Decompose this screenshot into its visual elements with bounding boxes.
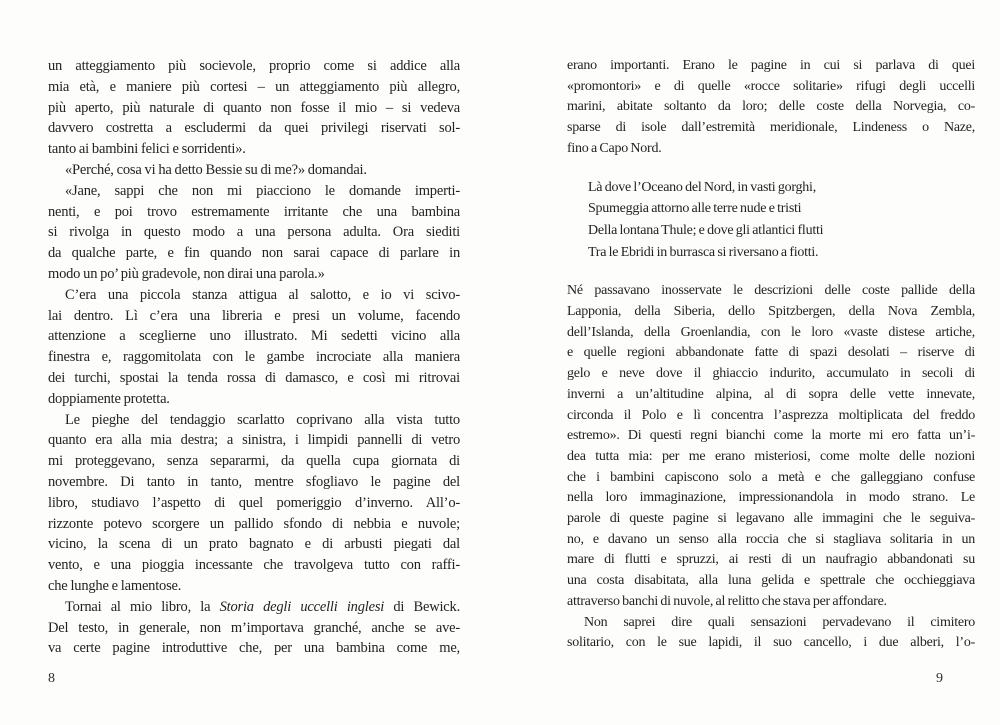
paragraph <box>48 410 460 597</box>
text-column <box>48 56 460 659</box>
verse-block <box>588 177 975 264</box>
text-line: nenti, e poi trovo estremamente irritante che una bambina <box>48 203 460 220</box>
paragraph <box>567 281 975 612</box>
text-line: una costa disabitata, alla luna gelida e spettrale che occhieggiava <box>567 573 975 589</box>
text-line: Non saprei dire quali sensazioni pervadevano il cimitero <box>584 614 975 630</box>
text-line: marini, abitate soltanto da loro; delle coste della Norvegia, co- <box>567 99 975 115</box>
text-line: doppiamente protetta. <box>48 390 170 407</box>
text-column <box>567 56 975 654</box>
text-line: quanto era alla mia destra; a sinistra, i limpidi pannelli di vetro <box>48 432 460 449</box>
text-line: C’era una piccola stanza attigua al salotto, e io vi scivo- <box>65 286 460 303</box>
text-line: estremo». Di questi regni bianchi come la morte mi ero fatta un’i- <box>567 428 975 444</box>
text-line: vicino, la scena di un prato bagnato e di arbusti piegati dal <box>48 536 460 553</box>
text-line: vento, e una pioggia incessante che travolgeva tutto con raffi- <box>48 557 460 574</box>
text-line: più aperto, più naturale di quanto non fosse il mio – si vedeva <box>48 99 460 116</box>
text-line: inverni a un’altitudine alpina, al di sopra delle vette innevate, <box>567 386 975 402</box>
text-line: Tra le Ebridi in burrasca si riversano a fiotti. <box>588 244 819 260</box>
paragraph <box>48 181 460 285</box>
text-line: gelo e neve dove il ghiaccio indurito, accumulato in secoli di <box>567 366 975 382</box>
text-line: mi proteggevano, senza separarmi, da quella cupa giornata di <box>48 453 460 470</box>
text-line: attenzione a sceglierne uno illustrato. Mi sedetti vicino alla <box>48 328 460 345</box>
text-segment: di Bewick. <box>384 598 461 615</box>
paragraph <box>48 597 460 659</box>
paragraph <box>48 56 460 160</box>
text-line: tanto ai bambini felici e sorridenti». <box>48 141 246 158</box>
text-line: va certe pagine introduttive che, per una bambina come me, <box>48 640 460 657</box>
text-line: Le pieghe del tendaggio scarlatto coprivano alla vista tutto <box>65 411 460 428</box>
text-line: «Jane, sappi che non mi piacciono le domande imperti- <box>65 182 460 199</box>
book-title-italic: Storia degli uccelli inglesi <box>219 598 385 615</box>
text-line: mia età, e maniere più cortesi – un atteggiamento più allegro, <box>48 78 460 95</box>
text-line: Né passavano inosservate le descrizioni delle coste pallide della <box>567 283 975 299</box>
text-line: nella loro immaginazione, impressionandola in modo strano. Le <box>567 490 975 506</box>
text-line: novembre. Di tanto in tanto, mentre sfogliavo le pagine del <box>48 473 460 490</box>
text-line: dea tutta mia: per me erano misteriosi, come molte delle nozioni <box>567 448 975 464</box>
text-line: che i bambini capiscono solo a metà e che galleggiano confuse <box>567 469 975 485</box>
text-line: modo un po’ più gradevole, non dirai una parola.» <box>48 265 325 282</box>
right-page <box>500 0 1000 725</box>
text-line: dei turchi, spostai la tenda rossa di damasco, e così mi ritrovai <box>48 369 460 386</box>
text-line: che lunghe e lamentose. <box>48 577 182 594</box>
text-line: solitario, con le sue lapidi, il suo cancello, i due alberi, l’o- <box>567 635 975 651</box>
text-line: lai dentro. Lì c’era una libreria e presi un volume, facendo <box>48 307 460 324</box>
text-line: «Perché, cosa vi ha detto Bessie su di me?» domandai. <box>65 161 367 178</box>
text-line: un atteggiamento più socievole, proprio come si addice alla <box>48 58 460 74</box>
text-line: circonda il Polo e lì concentra l’asprezza moltiplicata del freddo <box>567 407 975 423</box>
text-line: parole di queste pagine si legavano alle immagini che le seguiva- <box>567 511 975 527</box>
text-line: erano importanti. Erano le pagine in cui si parlava di quei <box>567 58 975 73</box>
text-line: libro, studiavo l’aspetto di quel pomeriggio d’inverno. All’o- <box>48 494 460 511</box>
page-number: 9 <box>936 671 943 686</box>
paragraph <box>567 56 975 160</box>
text-line: si rivolga in questo modo a una persona adulta. Ora siediti <box>48 224 460 241</box>
paragraph <box>48 160 460 181</box>
text-line: rizzonte potevo scorgere un pallido sfondo di nebbia e nuvole; <box>48 515 460 532</box>
text-line: attraverso banchi di nuvole, al relitto che stava per affondare. <box>567 593 887 609</box>
text-line: mare di flutti e spruzzi, ai resti di un naufragio abbandonati su <box>567 552 975 568</box>
text-line: Lapponia, della Siberia, dello Spitzbergen, della Nova Zembla, <box>567 304 975 320</box>
text-line: fino a Capo Nord. <box>567 140 662 156</box>
text-line: davvero costretta a escludermi da quei privilegi riservati sol- <box>48 120 460 137</box>
text-line: Della lontana Thule; e dove gli atlantici flutti <box>588 222 824 238</box>
text-line: Là dove l’Oceano del Nord, in vasti gorghi, <box>588 179 816 195</box>
paragraph <box>567 613 975 654</box>
paragraph <box>48 285 460 410</box>
text-line <box>48 597 460 618</box>
page-number: 8 <box>48 671 55 686</box>
text-line: Spumeggia attorno alle terre nude e tristi <box>588 201 802 217</box>
text-line: sparse di isole dall’estremità meridionale, Lindeness o Naze, <box>567 120 975 136</box>
text-line: da qualche parte, e fin quando non sarai capace di parlare in <box>48 245 460 262</box>
text-line: e quelle regioni abbandonate fatte di spazi desolati – riserve di <box>567 345 975 361</box>
text-line: finestra e, raggomitolata con le gambe incrociate alla maniera <box>48 349 460 366</box>
text-line: no, e davano un senso alla roccia che si stagliava solitaria in un <box>567 531 975 547</box>
text-segment: Tornai al mio libro, la <box>65 598 220 615</box>
text-line: «promontori» e di quelle «rocce solitarie» rifugi degli uccelli <box>567 78 975 94</box>
text-line: Del testo, in generale, non m’importava granché, anche se ave- <box>48 619 460 636</box>
text-line: dell’Islanda, della Groenlandia, con le loro «vaste distese artiche, <box>567 324 975 340</box>
